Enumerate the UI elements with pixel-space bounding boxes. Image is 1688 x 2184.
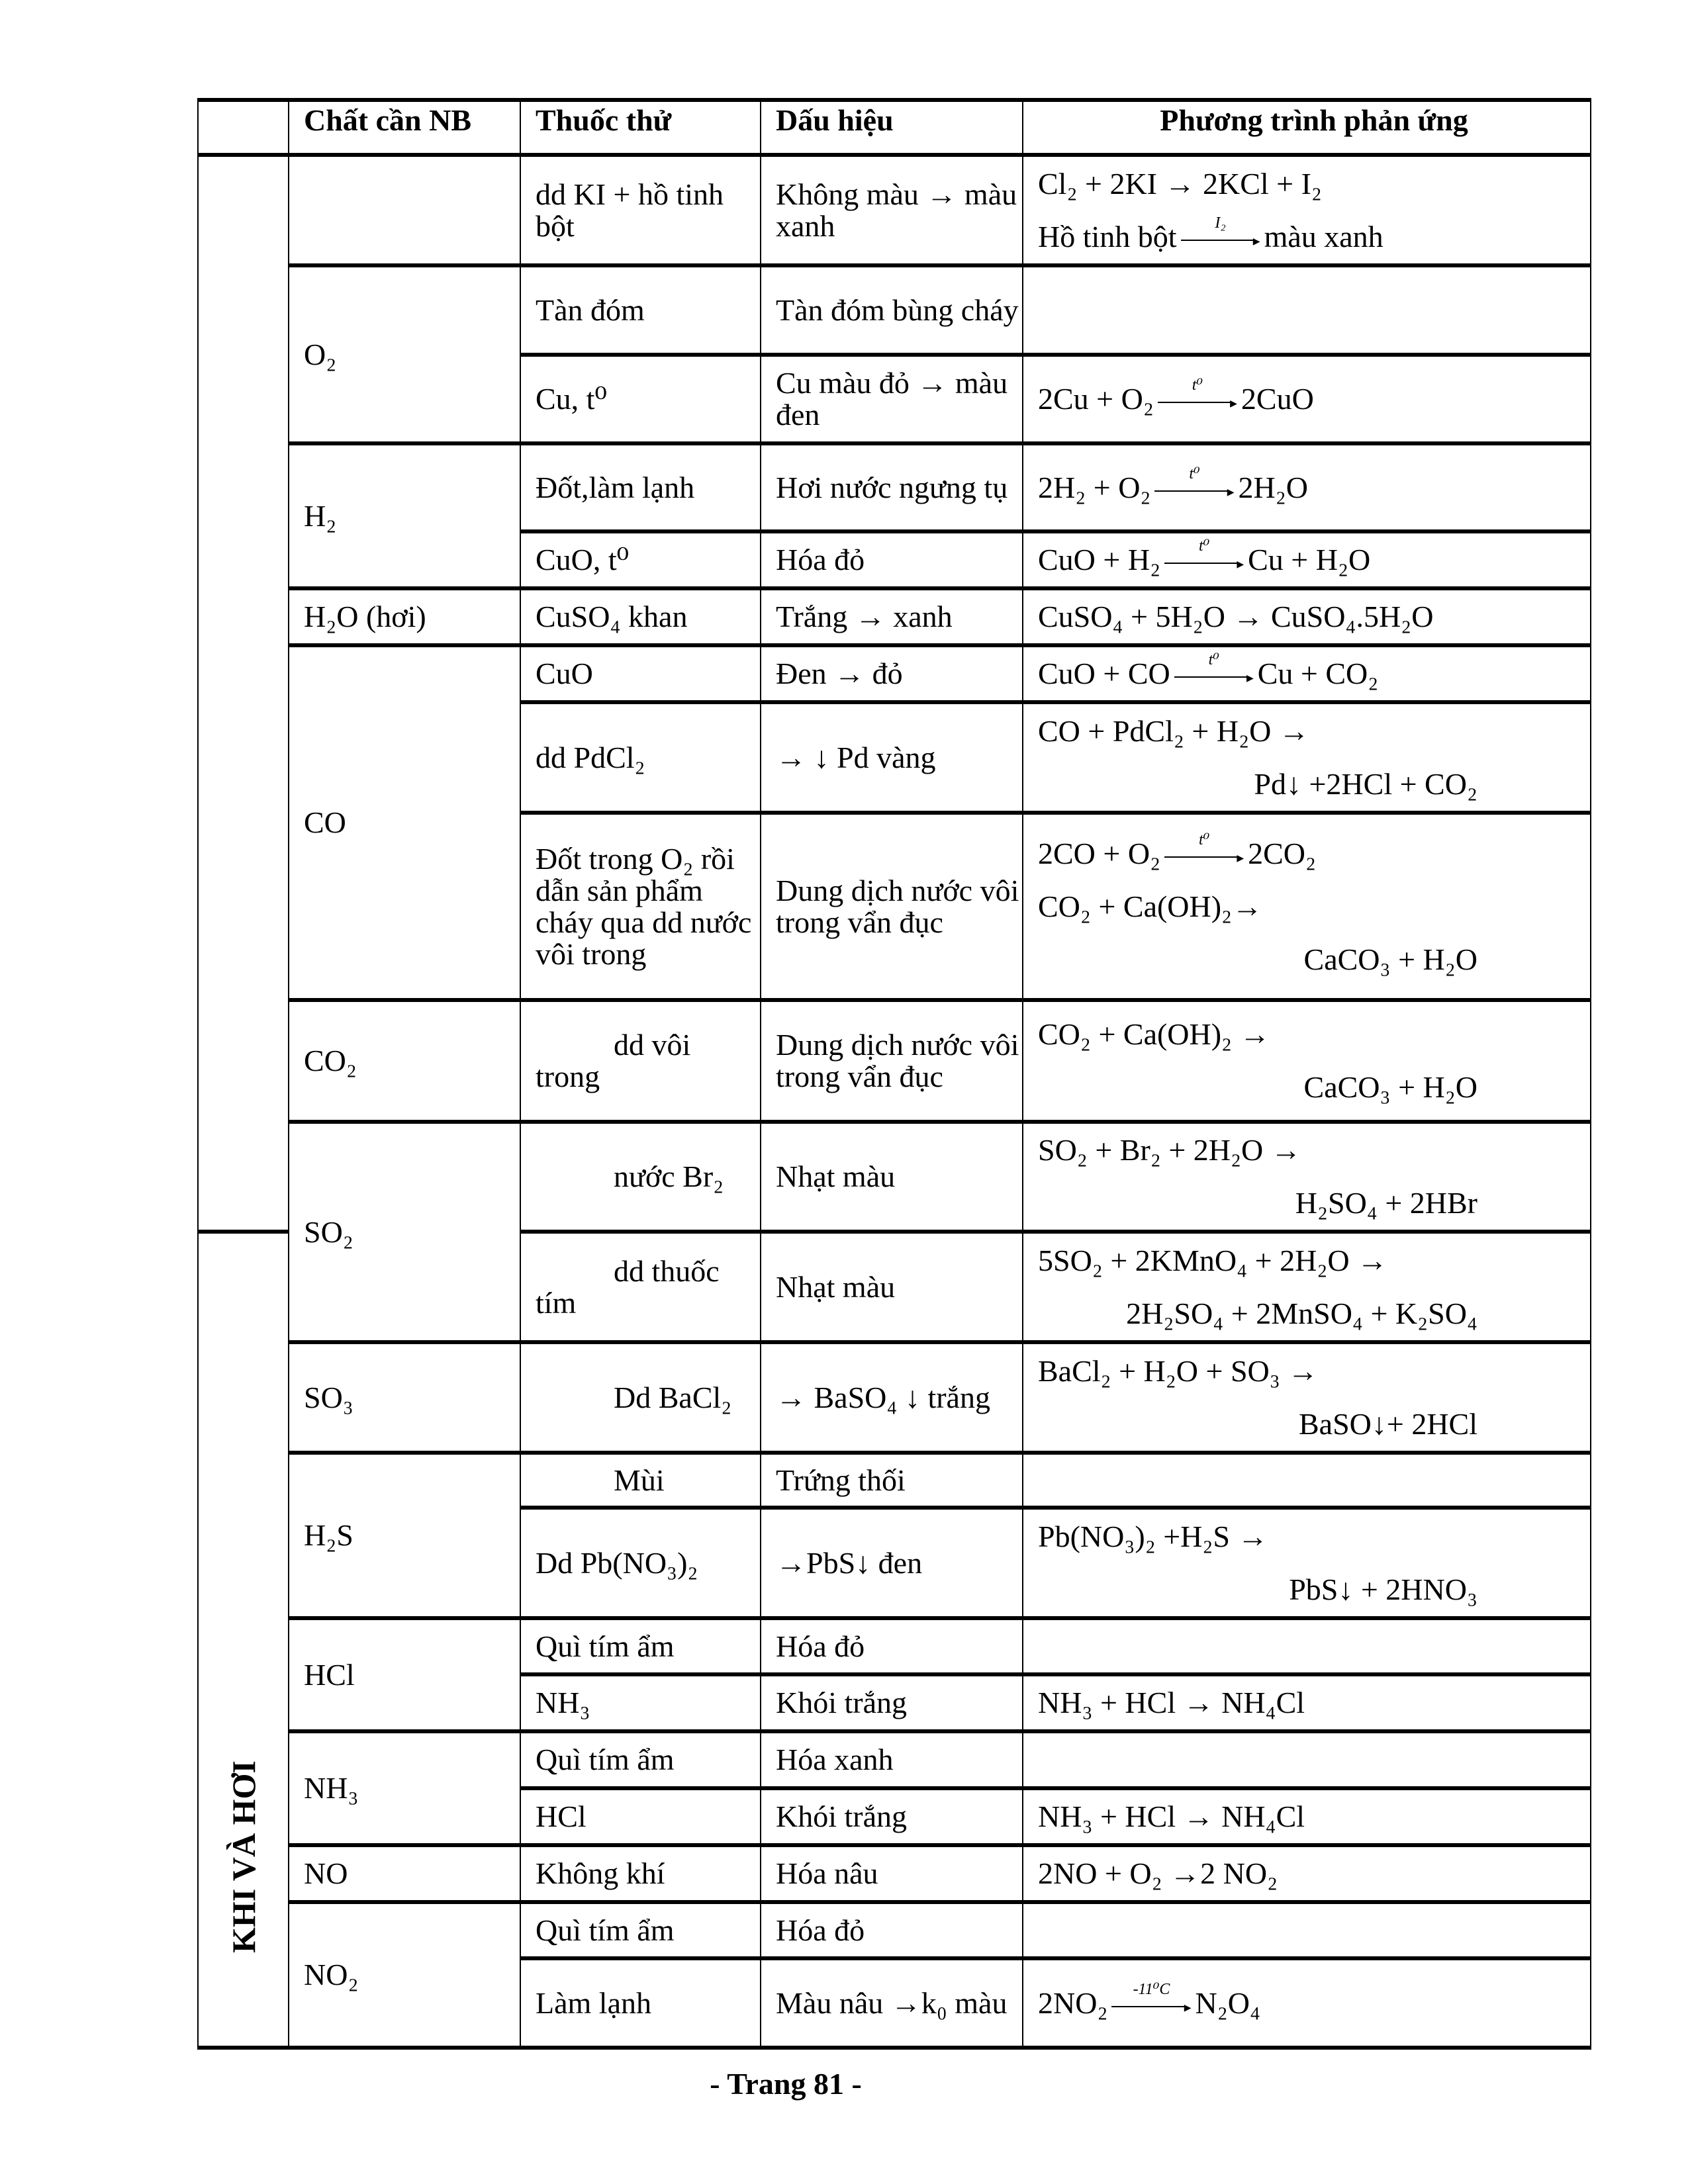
equation-cell xyxy=(1023,265,1591,355)
sign-cell: Màu nâu →k₀ màu xyxy=(761,1958,1023,2048)
equation-line xyxy=(1038,1676,1590,1729)
equation-line xyxy=(1038,1234,1590,1287)
equation-text: PbS↓ + 2HNO₃ xyxy=(1289,1572,1477,1606)
header-sign: Dấu hiệu xyxy=(761,100,1023,155)
equation-cell xyxy=(1023,1342,1591,1453)
equation-line xyxy=(1038,373,1590,426)
reagent-cell: CuO xyxy=(520,645,761,702)
equation-text: 5SO₂ + 2KMnO₄ + 2H₂O → xyxy=(1038,1243,1388,1277)
equation-left: 2H₂ + O₂ xyxy=(1038,470,1151,504)
table-row xyxy=(198,1453,1591,1508)
table-row xyxy=(198,588,1591,645)
table-row xyxy=(198,1845,1591,1902)
reagent-cell: dd KI + hồ tinh bột xyxy=(520,155,761,265)
equation-right: Cu + CO₂ xyxy=(1257,657,1379,690)
substance-cell: CO xyxy=(289,645,520,1000)
substance-cell xyxy=(289,155,520,265)
reagent-cell: Dd BaCl₂ xyxy=(520,1342,761,1453)
reaction-arrow-icon: ▶ t⁰ xyxy=(1154,480,1234,500)
sign-cell: Hóa đỏ xyxy=(761,1618,1023,1674)
equation-line xyxy=(1038,1977,1590,2030)
sign-cell: Cu màu đỏ → màu đen xyxy=(761,355,1023,443)
equation-line xyxy=(1038,827,1590,880)
equation-text: BaSO↓+ 2HCl xyxy=(1298,1406,1477,1441)
sign-cell: Tàn đóm bùng cháy xyxy=(761,265,1023,355)
sign-cell: Nhạt màu xyxy=(761,1122,1023,1232)
reagent-cell: Quì tím ẩm xyxy=(520,1731,761,1788)
equation-right: 2CO₂ xyxy=(1248,836,1317,870)
reagent-cell: dd thuốc tím xyxy=(520,1232,761,1342)
equation-line xyxy=(1038,1563,1590,1616)
substance-cell: NH₃ xyxy=(289,1731,520,1845)
sign-cell: Dung dịch nước vôi trong vẩn đục xyxy=(761,1000,1023,1122)
reagent-cell: Đốt,làm lạnh xyxy=(520,443,761,531)
equation-right: N₂O₄ xyxy=(1195,1985,1260,2020)
reaction-condition: I₂ xyxy=(1215,214,1226,232)
substance-cell: H₂O (hơi) xyxy=(289,588,520,645)
header-reagent: Thuốc thử xyxy=(520,100,761,155)
reagent-cell: HCl xyxy=(520,1788,761,1845)
substance-cell: H₂S xyxy=(289,1453,520,1618)
page-number: - Trang 81 - xyxy=(710,2067,862,2101)
equation-line xyxy=(1038,705,1590,758)
equation-line xyxy=(1038,880,1590,933)
equation-right: 2CuO xyxy=(1241,382,1314,416)
substance-cell: O₂ xyxy=(289,265,520,443)
table-row xyxy=(198,1122,1591,1232)
table-row xyxy=(198,1342,1591,1453)
sign-cell: Trứng thối xyxy=(761,1453,1023,1508)
equation-line xyxy=(1038,1177,1590,1230)
header-equation: Phương trình phản ứng xyxy=(1023,100,1591,155)
equation-right: 2H₂O xyxy=(1238,470,1308,504)
reaction-arrow-icon: ▶ t⁰ xyxy=(1164,846,1244,866)
equation-line xyxy=(1038,933,1590,986)
equation-line xyxy=(1038,1398,1590,1451)
equation-text: CaCO₃ + H₂O xyxy=(1303,942,1477,976)
table-row xyxy=(198,1618,1591,1674)
equation-cell xyxy=(1023,1453,1591,1508)
equation-cell xyxy=(1023,1000,1591,1122)
section-cell-top xyxy=(198,155,289,1232)
reagent-cell: Làm lạnh xyxy=(520,1958,761,2048)
substance-cell: NO₂ xyxy=(289,1902,520,2048)
equation-cell xyxy=(1023,1788,1591,1845)
equation-line xyxy=(1038,1345,1590,1398)
equation-line xyxy=(1038,1287,1590,1340)
equation-text: H₂SO₄ + 2HBr xyxy=(1295,1186,1477,1220)
header-substance: Chất cần NB xyxy=(289,100,520,155)
equation-left: CuO + H₂ xyxy=(1038,543,1161,576)
sign-cell: →PbS↓ đen xyxy=(761,1508,1023,1618)
reagent-cell: Cu, t⁰ xyxy=(520,355,761,443)
reaction-arrow-icon: ▶ t⁰ xyxy=(1174,666,1254,686)
reaction-condition: t⁰ xyxy=(1192,377,1203,394)
equation-text: 2H₂SO₄ + 2MnSO₄ + K₂SO₄ xyxy=(1126,1296,1477,1330)
reagent-cell: NH₃ xyxy=(520,1674,761,1731)
section-cell-gases xyxy=(198,1232,289,2048)
sign-cell: Khói trắng xyxy=(761,1788,1023,1845)
equation-cell xyxy=(1023,1731,1591,1788)
reagent-cell: Đốt trong O₂ rồi dẫn sản phẩm cháy qua dd nước vôi trong xyxy=(520,813,761,1000)
equation-text: Cl₂ + 2KI → 2KCl + I₂ xyxy=(1038,166,1322,201)
equation-cell xyxy=(1023,443,1591,531)
reaction-condition: -11⁰C xyxy=(1133,1980,1170,1998)
substance-cell: NO xyxy=(289,1845,520,1902)
table-row xyxy=(198,645,1591,702)
substance-cell: H₂ xyxy=(289,443,520,588)
equation-line xyxy=(1038,758,1590,811)
equation-cell xyxy=(1023,531,1591,588)
equation-cell xyxy=(1023,1122,1591,1232)
equation-left: 2Cu + O₂ xyxy=(1038,382,1154,416)
equation-text: Pb(NO₃)₂ +H₂S → xyxy=(1038,1519,1268,1553)
equation-cell xyxy=(1023,1232,1591,1342)
reaction-arrow-icon: ▶ -11⁰C xyxy=(1111,1996,1191,2016)
equation-text: CO + PdCl₂ + H₂O → xyxy=(1038,713,1309,748)
sign-cell: → ↓ Pd vàng xyxy=(761,702,1023,813)
equation-left: 2CO + O₂ xyxy=(1038,836,1161,870)
equation-line xyxy=(1038,1790,1590,1843)
sign-cell: Không màu → màu xanh xyxy=(761,155,1023,265)
equation-cell xyxy=(1023,1618,1591,1674)
reaction-arrow-icon: ▶ I₂ xyxy=(1181,230,1260,250)
equation-line xyxy=(1038,461,1590,514)
equation-right: màu xanh xyxy=(1264,219,1383,253)
reagent-cell: Không khí xyxy=(520,1845,761,1902)
equation-cell xyxy=(1023,355,1591,443)
equation-line xyxy=(1038,158,1590,210)
equation-line xyxy=(1038,1008,1590,1061)
sign-cell: Hóa đỏ xyxy=(761,1902,1023,1958)
equation-line xyxy=(1038,533,1590,586)
equation-text: CaCO₃ + H₂O xyxy=(1303,1070,1477,1104)
substance-cell: HCl xyxy=(289,1618,520,1731)
equation-text: Pd↓ +2HCl + CO₂ xyxy=(1254,766,1477,801)
equation-line xyxy=(1038,1510,1590,1563)
reagent-cell: Tàn đóm xyxy=(520,265,761,355)
reaction-arrow-icon: ▶ t⁰ xyxy=(1158,392,1237,412)
equation-line xyxy=(1038,1061,1590,1114)
equation-cell xyxy=(1023,645,1591,702)
sign-cell: Đen → đỏ xyxy=(761,645,1023,702)
equation-left: 2NO₂ xyxy=(1038,1985,1108,2020)
table-row xyxy=(198,1902,1591,1958)
reaction-condition: t⁰ xyxy=(1198,831,1210,848)
equation-cell xyxy=(1023,1508,1591,1618)
equation-text: CuSO₄ + 5H₂O → CuSO₄.5H₂O xyxy=(1038,600,1434,633)
reagent-cell: dd PdCl₂ xyxy=(520,702,761,813)
header-row xyxy=(198,100,1591,155)
equation-cell xyxy=(1023,1958,1591,2048)
equation-left: Hồ tinh bột xyxy=(1038,219,1177,253)
sign-cell: Khói trắng xyxy=(761,1674,1023,1731)
substance-cell: SO₂ xyxy=(289,1122,520,1342)
reaction-condition: t⁰ xyxy=(1198,537,1210,555)
reaction-condition: t⁰ xyxy=(1189,465,1200,482)
equation-left: CuO + CO xyxy=(1038,657,1170,690)
gas-identification-table xyxy=(197,98,1591,2050)
equation-text: CO₂ + Ca(OH)₂ → xyxy=(1038,1017,1270,1051)
equation-cell xyxy=(1023,1902,1591,1958)
equation-cell xyxy=(1023,1674,1591,1731)
equation-line xyxy=(1038,1847,1590,1900)
reagent-cell: dd vôi trong xyxy=(520,1000,761,1122)
equation-text: BaCl₂ + H₂O + SO₃ → xyxy=(1038,1353,1319,1388)
equation-line xyxy=(1038,1124,1590,1177)
reagent-cell: Dd Pb(NO₃)₂ xyxy=(520,1508,761,1618)
table-row xyxy=(198,1000,1591,1122)
header-section xyxy=(198,100,289,155)
equation-cell xyxy=(1023,588,1591,645)
reagent-cell: Mùi xyxy=(520,1453,761,1508)
equation-text: NH₃ + HCl → NH₄Cl xyxy=(1038,1799,1305,1833)
table-row xyxy=(198,265,1591,355)
sign-cell: Nhạt màu xyxy=(761,1232,1023,1342)
equation-text: CO₂ + Ca(OH)₂→ xyxy=(1038,889,1263,923)
equation-line xyxy=(1038,647,1590,700)
sign-cell: Trắng → xanh xyxy=(761,588,1023,645)
section-label: KHI VÀ HƠI xyxy=(224,1760,262,1953)
sign-cell: Hơi nước ngưng tụ xyxy=(761,443,1023,531)
reaction-arrow-icon: ▶ t⁰ xyxy=(1164,553,1244,572)
equation-cell xyxy=(1023,702,1591,813)
table-row xyxy=(198,1731,1591,1788)
reagent-cell: Quì tím ẩm xyxy=(520,1618,761,1674)
reagent-cell: CuSO₄ khan xyxy=(520,588,761,645)
equation-text: NH₃ + HCl → NH₄Cl xyxy=(1038,1686,1305,1719)
equation-line xyxy=(1038,590,1590,643)
reaction-condition: t⁰ xyxy=(1208,651,1219,669)
reagent-cell: nước Br₂ xyxy=(520,1122,761,1232)
table-row xyxy=(198,155,1591,265)
substance-cell: SO₃ xyxy=(289,1342,520,1453)
sign-cell: Dung dịch nước vôi trong vẩn đục xyxy=(761,813,1023,1000)
equation-cell xyxy=(1023,155,1591,265)
substance-cell: CO₂ xyxy=(289,1000,520,1122)
table-row xyxy=(198,443,1591,531)
equation-cell xyxy=(1023,813,1591,1000)
equation-text: 2NO + O₂ →2 NO₂ xyxy=(1038,1856,1278,1890)
sign-cell: → BaSO₄ ↓ trắng xyxy=(761,1342,1023,1453)
equation-text: SO₂ + Br₂ + 2H₂O → xyxy=(1038,1133,1301,1167)
reagent-cell: Quì tím ẩm xyxy=(520,1902,761,1958)
equation-line xyxy=(1038,210,1590,263)
sign-cell: Hóa xanh xyxy=(761,1731,1023,1788)
equation-right: Cu + H₂O xyxy=(1248,543,1371,576)
equation-cell xyxy=(1023,1845,1591,1902)
reagent-cell: CuO, t⁰ xyxy=(520,531,761,588)
sign-cell: Hóa nâu xyxy=(761,1845,1023,1902)
sign-cell: Hóa đỏ xyxy=(761,531,1023,588)
table-body xyxy=(198,155,1591,2048)
